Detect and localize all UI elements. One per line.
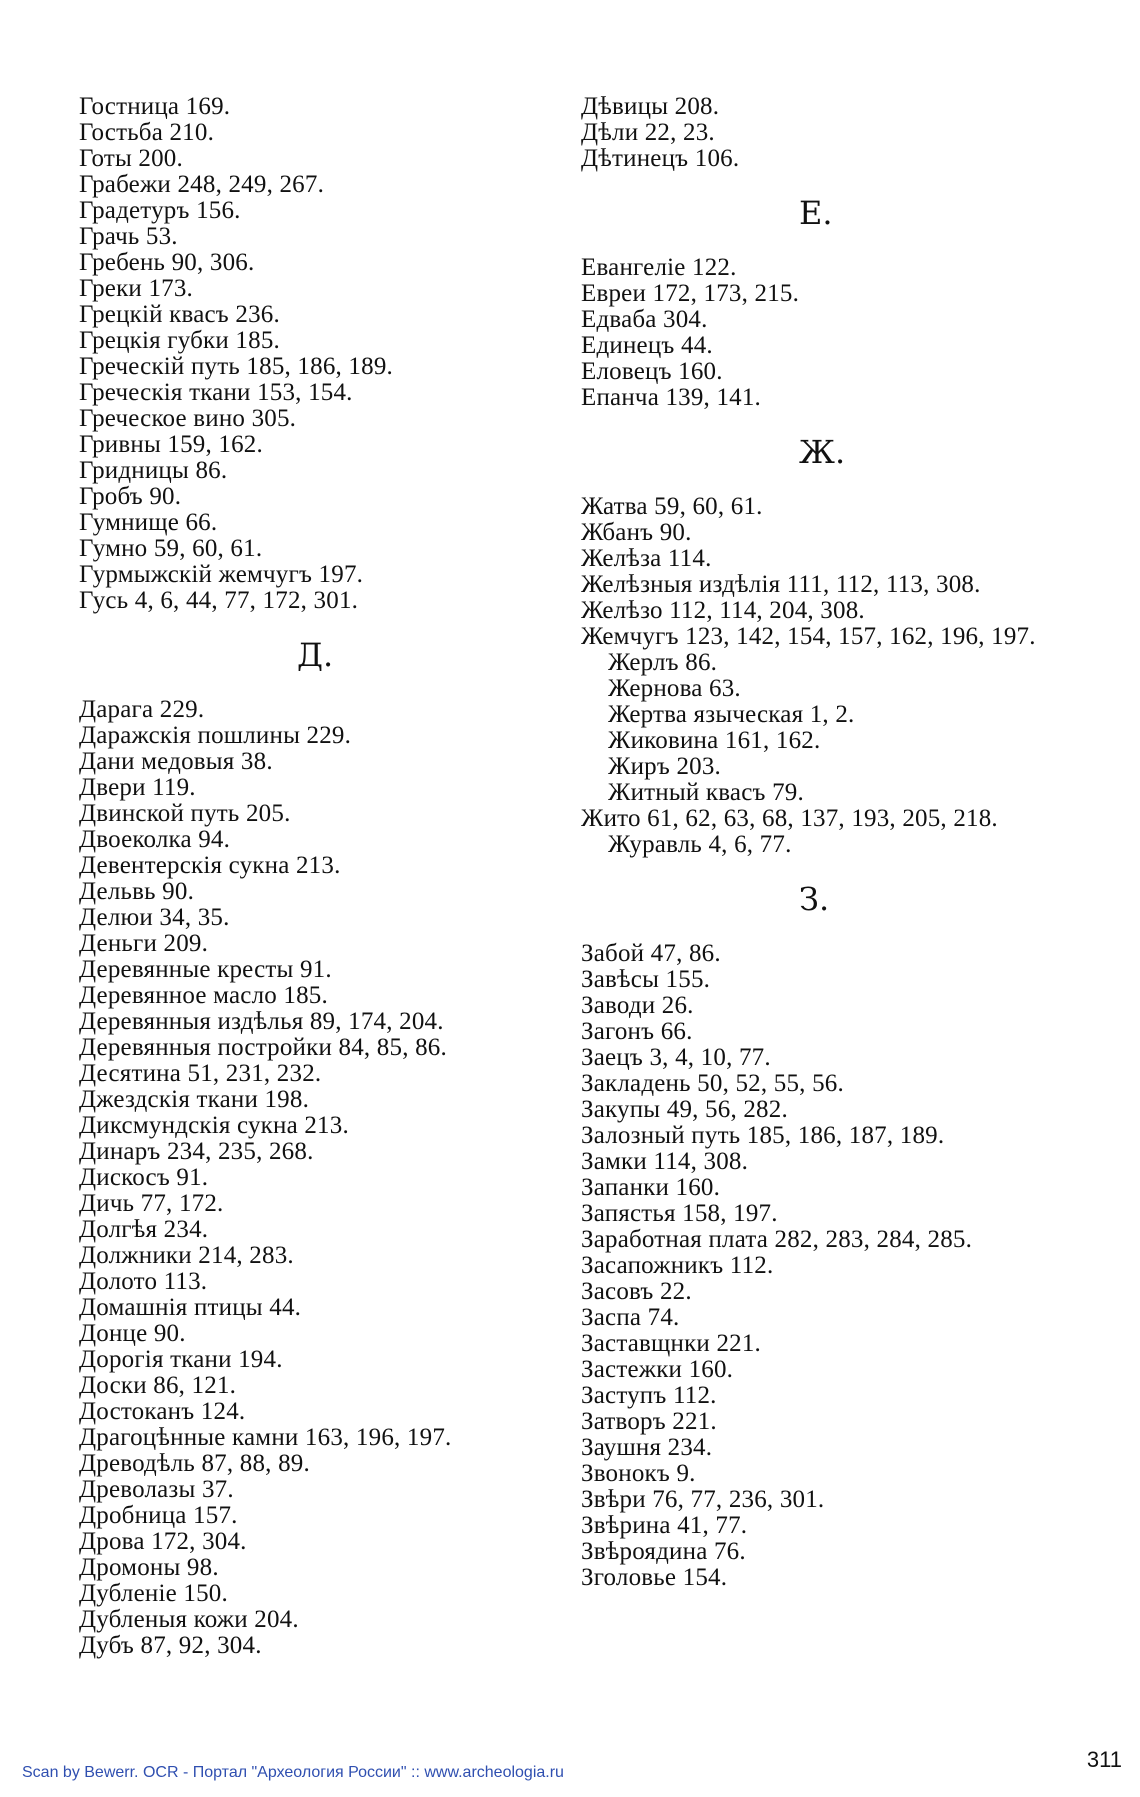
index-entry: Завѣсы 155. <box>581 966 711 993</box>
index-entry: Грецкій квасъ 236. <box>79 301 280 328</box>
index-entry: Гостьба 210. <box>79 119 215 146</box>
index-entry: Заспа 74. <box>581 1304 680 1331</box>
index-entry: Грецкія губки 185. <box>79 327 280 354</box>
entries-dye <box>581 94 1061 172</box>
index-entry: Житный квасъ 79. <box>608 779 804 806</box>
index-entry: Запястья 158, 197. <box>581 1200 778 1227</box>
index-entry: Джездскія ткани 198. <box>79 1086 310 1113</box>
index-entry: Градетуръ 156. <box>79 197 241 224</box>
index-entry: Журавль 4, 6, 77. <box>608 831 792 858</box>
index-entry: Дрова 172, 304. <box>79 1528 247 1555</box>
index-entry: Гривны 159, 162. <box>79 431 263 458</box>
index-entry: Зголовье 154. <box>581 1564 728 1591</box>
index-entry: Забой 47, 86. <box>581 940 721 967</box>
section-letter-z: З. <box>799 880 830 918</box>
index-entry: Донце 90. <box>79 1320 186 1347</box>
index-entry: Двери 119. <box>79 774 196 801</box>
index-entry: Заводи 26. <box>581 992 694 1019</box>
index-entry: Еловецъ 160. <box>581 358 723 385</box>
index-entry: Загонъ 66. <box>581 1018 693 1045</box>
index-entry: Засапожникъ 112. <box>581 1252 774 1279</box>
index-entry: Заецъ 3, 4, 10, 77. <box>581 1044 771 1071</box>
index-entry: Дубленыя кожи 204. <box>79 1606 299 1633</box>
index-entry: Деревянныя постройки 84, 85, 86. <box>79 1034 447 1061</box>
index-entry: Девентерскія сукна 213. <box>79 852 341 879</box>
left-column <box>79 94 549 1659</box>
index-entry: Запанки 160. <box>581 1174 721 1201</box>
index-entry: Закупы 49, 56, 282. <box>581 1096 788 1123</box>
index-entry: Гробъ 90. <box>79 483 182 510</box>
index-entry: Дробница 157. <box>79 1502 238 1529</box>
index-entry: Епанча 139, 141. <box>581 384 761 411</box>
index-entry: Делюи 34, 35. <box>79 904 230 931</box>
entries-g <box>79 94 549 614</box>
index-entry: Долгѣя 234. <box>79 1216 209 1243</box>
index-entry: Динаръ 234, 235, 268. <box>79 1138 314 1165</box>
scan-credit: Scan by Bewerr. OCR - Портал "Археология России" :: www.archeologia.ru <box>22 1764 564 1781</box>
index-entry: Заступъ 112. <box>581 1382 717 1409</box>
index-entry: Греки 173. <box>79 275 193 302</box>
index-entry: Звѣроядина 76. <box>581 1538 746 1565</box>
index-entry: Евангеліе 122. <box>581 254 737 281</box>
index-entry: Должники 214, 283. <box>79 1242 294 1269</box>
index-entry: Залозный путь 185, 186, 187, 189. <box>581 1122 945 1149</box>
index-entry: Деревянныя издѣлья 89, 174, 204. <box>79 1008 444 1035</box>
index-entry: Дискосъ 91. <box>79 1164 209 1191</box>
index-entry: Заставщнки 221. <box>581 1330 762 1357</box>
index-entry: Деревянное масло 185. <box>79 982 328 1009</box>
index-entry: Дичь 77, 172. <box>79 1190 224 1217</box>
index-entry: Заработная плата 282, 283, 284, 285. <box>581 1226 973 1253</box>
entries-d <box>79 697 549 1659</box>
index-entry: Двоеколка 94. <box>79 826 231 853</box>
entries-z <box>581 941 1061 1591</box>
index-entry: Звонокъ 9. <box>581 1460 696 1487</box>
index-entry: Желѣза 114. <box>581 545 712 572</box>
index-entry: Гумнище 66. <box>79 509 218 536</box>
entries-zh <box>581 494 1061 858</box>
index-entry: Дубленіе 150. <box>79 1580 228 1607</box>
index-entry: Гостница 169. <box>79 93 231 120</box>
index-entry: Заушня 234. <box>581 1434 713 1461</box>
index-entry: Жбанъ 90. <box>581 519 692 546</box>
index-entry: Греческія ткани 153, 154. <box>79 379 353 406</box>
index-entry: Звѣрина 41, 77. <box>581 1512 748 1539</box>
index-entry: Евреи 172, 173, 215. <box>581 280 800 307</box>
index-entry: Жито 61, 62, 63, 68, 137, 193, 205, 218. <box>581 805 998 832</box>
index-entry: Дани медовыя 38. <box>79 748 273 775</box>
index-entry: Жиковина 161, 162. <box>608 727 821 754</box>
index-entry: Грабежи 248, 249, 267. <box>79 171 325 198</box>
index-entry: Десятина 51, 231, 232. <box>79 1060 322 1087</box>
section-letter-zh: Ж. <box>799 433 846 471</box>
index-entry: Единецъ 44. <box>581 332 713 359</box>
index-entry: Дѣвицы 208. <box>581 93 720 120</box>
index-entry: Греческое вино 305. <box>79 405 297 432</box>
index-entry: Готы 200. <box>79 145 183 172</box>
index-entry: Жемчугъ 123, 142, 154, 157, 162, 196, 197. <box>581 623 1036 650</box>
index-entry: Диксмундскія сукна 213. <box>79 1112 349 1139</box>
index-entry: Закладень 50, 52, 55, 56. <box>581 1070 844 1097</box>
index-entry: Жернова 63. <box>608 675 741 702</box>
index-entry: Дубъ 87, 92, 304. <box>79 1632 262 1659</box>
index-entry: Греческій путь 185, 186, 189. <box>79 353 393 380</box>
index-entry: Дорогія ткани 194. <box>79 1346 283 1373</box>
index-entry: Драгоцѣнные камни 163, 196, 197. <box>79 1424 452 1451</box>
section-letter-d: Д. <box>297 636 334 674</box>
entries-e <box>581 255 1061 411</box>
index-entry: Гребень 90, 306. <box>79 249 255 276</box>
index-entry: Дельвь 90. <box>79 878 195 905</box>
index-entry: Застежки 160. <box>581 1356 734 1383</box>
page-number: 311 <box>1086 1747 1122 1772</box>
index-entry: Желѣзныя издѣлія 111, 112, 113, 308. <box>581 571 981 598</box>
right-column <box>581 94 1061 1591</box>
index-entry: Гурмыжскій жемчугъ 197. <box>79 561 364 588</box>
index-entry: Даражскія пошлины 229. <box>79 722 352 749</box>
index-entry: Замки 114, 308. <box>581 1148 749 1175</box>
section-letter-e: Е. <box>799 194 833 232</box>
index-entry: Едваба 304. <box>581 306 708 333</box>
index-entry: Жерлъ 86. <box>608 649 718 676</box>
index-entry: Затворъ 221. <box>581 1408 717 1435</box>
index-entry: Дѣтинецъ 106. <box>581 145 740 172</box>
index-entry: Дромоны 98. <box>79 1554 219 1581</box>
index-entry: Засовъ 22. <box>581 1278 692 1305</box>
index-entry: Достоканъ 124. <box>79 1398 246 1425</box>
index-entry: Гридницы 86. <box>79 457 228 484</box>
index-entry: Деньги 209. <box>79 930 209 957</box>
index-entry: Долото 113. <box>79 1268 208 1295</box>
index-entry: Деревянные кресты 91. <box>79 956 332 983</box>
index-entry: Жиръ 203. <box>608 753 722 780</box>
index-entry: Доски 86, 121. <box>79 1372 237 1399</box>
index-entry: Домашнія птицы 44. <box>79 1294 302 1321</box>
index-entry: Древолазы 37. <box>79 1476 234 1503</box>
index-entry: Гумно 59, 60, 61. <box>79 535 263 562</box>
index-entry: Желѣзо 112, 114, 204, 308. <box>581 597 865 624</box>
index-entry: Древодѣль 87, 88, 89. <box>79 1450 310 1477</box>
index-entry: Гусь 4, 6, 44, 77, 172, 301. <box>79 587 359 614</box>
index-entry: Грачь 53. <box>79 223 178 250</box>
index-entry: Жертва языческая 1, 2. <box>608 701 855 728</box>
index-entry: Дѣли 22, 23. <box>581 119 715 146</box>
index-entry: Звѣри 76, 77, 236, 301. <box>581 1486 825 1513</box>
index-entry: Дарага 229. <box>79 696 205 723</box>
index-entry: Жатва 59, 60, 61. <box>581 493 763 520</box>
index-entry: Двинской путь 205. <box>79 800 291 827</box>
